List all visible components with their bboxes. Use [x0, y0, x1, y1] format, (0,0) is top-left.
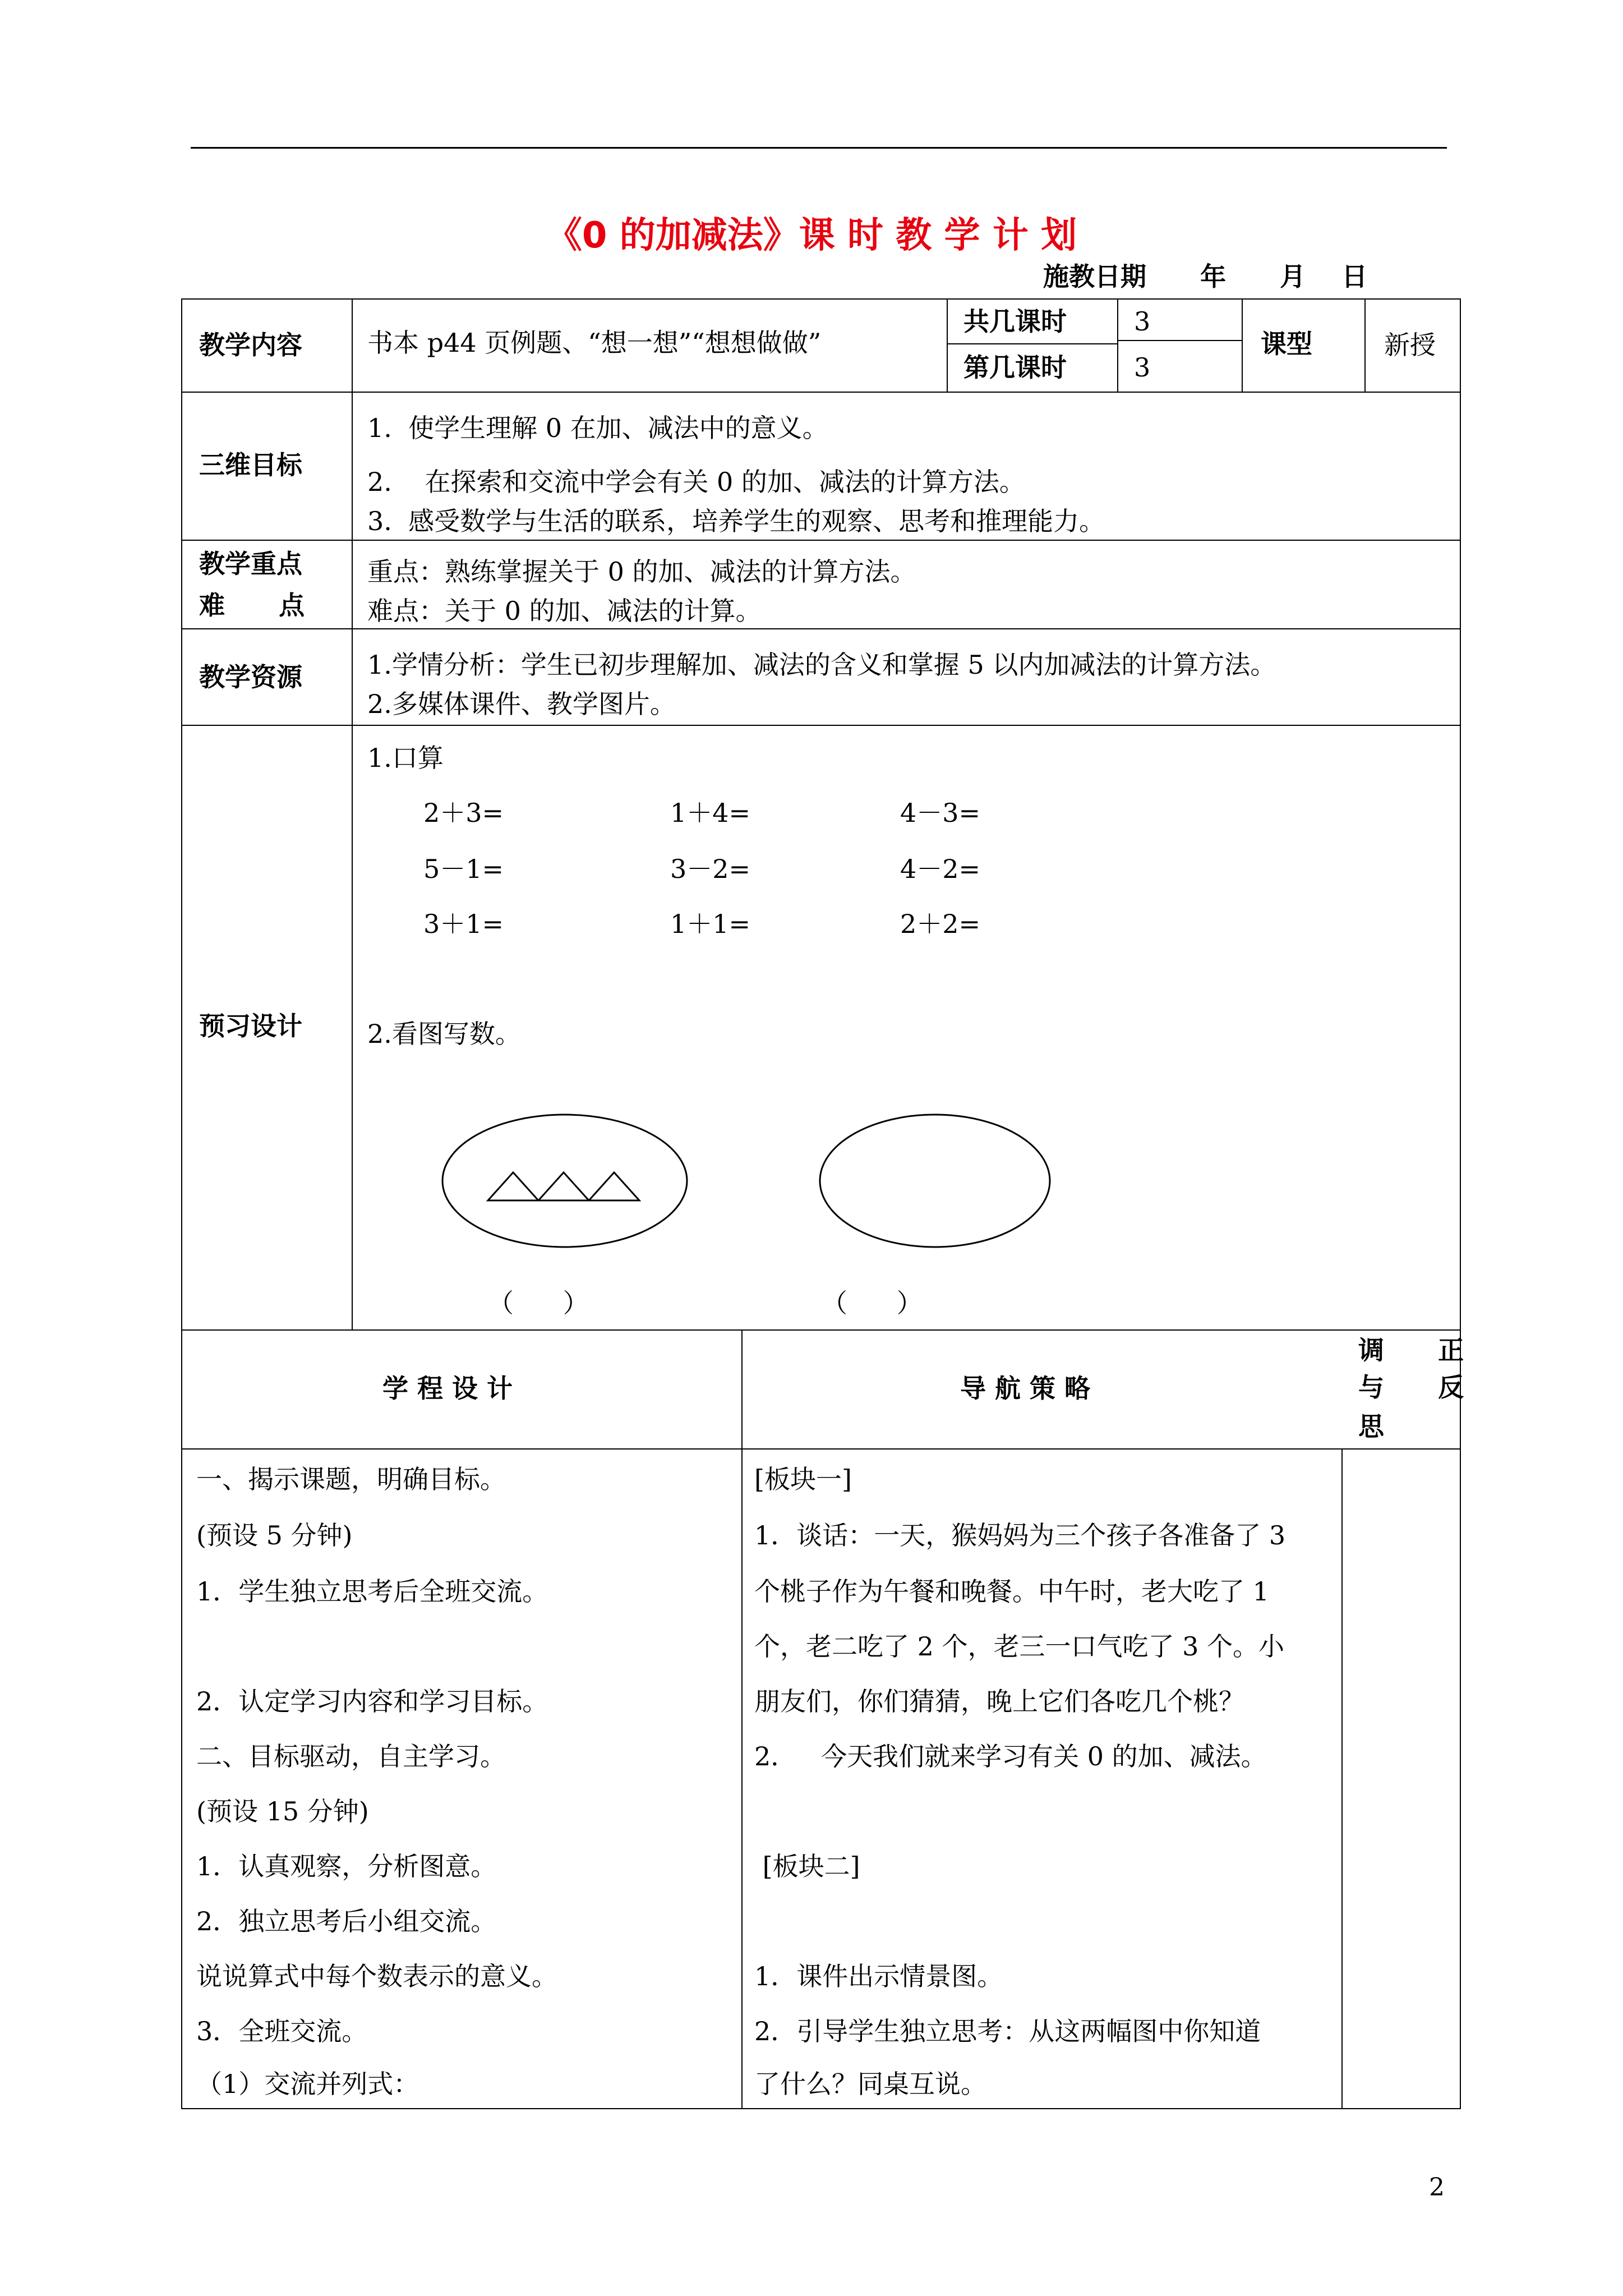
guide-line: 朋友们，你们猜猜，晚上它们各吃几个桃？ — [754, 1686, 1244, 1717]
resource-2: 2.多媒体课件、教学图片。 — [367, 689, 676, 719]
goal-3: 3. 感受数学与生活的联系，培养学生的观察、思考和推理能力。 — [367, 506, 1105, 536]
triangle-icon — [488, 1172, 538, 1200]
right-oval — [820, 1115, 1050, 1247]
oral-calc-item: 2＋3= — [423, 798, 504, 828]
lesson-type-value: 新授 — [1384, 330, 1436, 360]
guide-line: 了什么？同桌互说。 — [754, 2069, 986, 2099]
oral-calc-item: 3－2= — [670, 854, 751, 884]
oral-calc-title: 1.口算 — [367, 743, 444, 773]
guide-line: 个桃子作为午餐和晚餐。中午时，老大吃了 1 — [754, 1576, 1269, 1607]
oral-calc-item: 3＋1= — [423, 909, 504, 939]
resources-label: 教学资源 — [199, 662, 302, 692]
guide-line: 1．课件出示情景图。 — [754, 1961, 1003, 1991]
guide-line: 1．谈话：一天，猴妈妈为三个孩子各准备了 3 — [754, 1520, 1286, 1550]
resource-1: 1.学情分析：学生已初步理解加、减法的含义和掌握 5 以内加减法的计算方法。 — [367, 650, 1276, 680]
adjust-header-line-3: 思 — [1358, 1411, 1384, 1442]
adjust-header-line-1: 调 正 — [1358, 1335, 1464, 1365]
difficult-point-label: 难 点 — [199, 590, 305, 620]
lesson-number-value: 3 — [1134, 352, 1151, 383]
oral-calc-item: 1＋4= — [670, 798, 751, 828]
adjust-header-line-2: 与 反 — [1358, 1372, 1464, 1402]
study-design-header: 学 程 设 计 — [382, 1373, 513, 1404]
study-line: 说说算式中每个数表示的意义。 — [196, 1961, 557, 1991]
key-point-label: 教学重点 — [199, 549, 302, 579]
page-title: 《0 的加减法》课 时 教 学 计 划 — [546, 215, 1077, 256]
key-point: 重点：熟练掌握关于 0 的加、减法的计算方法。 — [367, 556, 916, 587]
study-line: 2．认定学习内容和学习目标。 — [196, 1686, 548, 1717]
left-oval — [442, 1115, 687, 1247]
total-lessons-value: 3 — [1134, 306, 1151, 337]
study-line: 1．学生独立思考后全班交流。 — [196, 1576, 548, 1607]
study-line: (预设 15 分钟) — [196, 1796, 369, 1826]
picture-task-title: 2.看图写数。 — [367, 1019, 521, 1049]
difficult-point: 难点：关于 0 的加、减法的计算。 — [367, 596, 762, 626]
guide-line: 个，老二吃了 2 个，老三一口气吃了 3 个。小 — [754, 1631, 1285, 1662]
oral-calc-item: 2＋2= — [900, 909, 981, 939]
study-line: 1．认真观察，分析图意。 — [196, 1851, 497, 1881]
triangle-icon — [589, 1172, 639, 1200]
page-number: 2 — [1429, 2173, 1445, 2202]
content-value: 书本 p44 页例题、“想一想”“想想做做” — [367, 328, 822, 358]
oral-calc-item: 4－2= — [900, 854, 981, 884]
header-rule — [191, 147, 1447, 149]
triangle-icon — [538, 1172, 589, 1200]
guide-strategy-header: 导 航 策 略 — [960, 1373, 1091, 1404]
guide-line: 2．引导学生独立思考：从这两幅图中你知道 — [754, 2016, 1261, 2046]
content-label: 教学内容 — [199, 330, 302, 360]
answer-blank-right: （ ） — [822, 1288, 923, 1318]
guide-line: [板块二] — [754, 1851, 860, 1881]
lesson-type-label: 课型 — [1261, 329, 1312, 359]
guide-line: [板块一] — [754, 1464, 852, 1494]
study-line: (预设 5 分钟) — [196, 1520, 353, 1550]
oral-calc-item: 4－3= — [900, 798, 981, 828]
preview-label: 预习设计 — [199, 1011, 302, 1041]
date-label: 施教日期 年 月 日 — [1043, 261, 1368, 292]
study-line: 二、目标驱动，自主学习。 — [196, 1741, 506, 1772]
answer-blank-left: （ ） — [488, 1288, 589, 1318]
goal-2: 2. 在探索和交流中学会有关 0 的加、减法的计算方法。 — [367, 467, 1025, 497]
oral-calc-item: 5－1= — [423, 854, 504, 884]
picture-figures — [426, 1111, 1066, 1262]
guide-line: 2． 今天我们就来学习有关 0 的加、减法。 — [754, 1741, 1267, 1772]
lesson-number-label: 第几课时 — [963, 352, 1067, 383]
goal-1: 1. 使学生理解 0 在加、减法中的意义。 — [367, 413, 828, 443]
total-lessons-label: 共几课时 — [963, 306, 1067, 337]
oral-calc-item: 1＋1= — [670, 909, 751, 939]
study-line: 3．全班交流。 — [196, 2016, 368, 2046]
goals-label: 三维目标 — [199, 450, 302, 480]
study-line: （1）交流并列式： — [196, 2069, 419, 2099]
study-line: 2．独立思考后小组交流。 — [196, 1906, 497, 1936]
study-line: 一、揭示课题，明确目标。 — [196, 1464, 506, 1494]
